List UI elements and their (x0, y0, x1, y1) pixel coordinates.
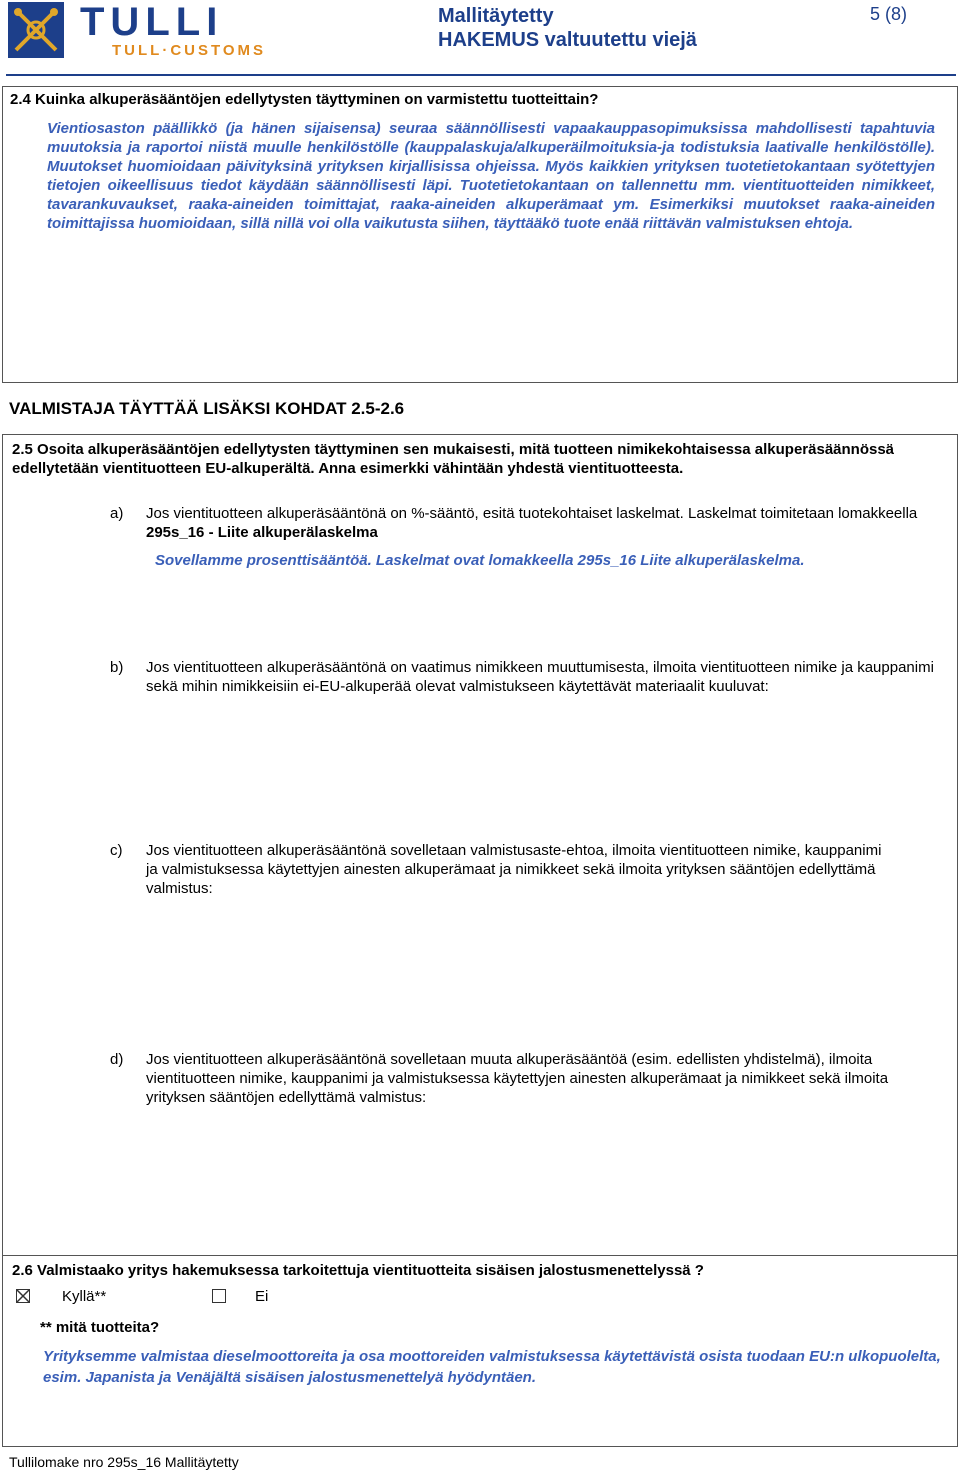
logo-word: TULLI (80, 0, 224, 44)
item-c-text: Jos vientituotteen alkuperäsääntönä sovelletaan valmistusaste-ehtoa, ilmoita vientituotteen nimike, kauppanimi ja valmistuksessa käytettyjen ainesten alkuperämaat ja nimikkeet sekä ilmoita yrityksen sääntöjen edellyttämä valmistus: (146, 842, 882, 897)
item-b-text: Jos vientituotteen alkuperäsääntönä on vaatimus nimikkeen muuttumisesta, ilmoita vientituotteen nimike ja kauppanimi sekä mihin nimikkeisiin ei-EU-alkuperää olevat valmistukseen käytettävät materiaalit kuuluvat: (146, 659, 934, 695)
question-2-5-number: 2.5 (12, 441, 33, 458)
no-checkbox[interactable] (212, 1289, 226, 1303)
question-2-4: 2.4 Kuinka alkuperäsääntöjen edellytysten täyttyminen on varmistettu tuotteittain? (10, 91, 599, 108)
item-a-text-bold: 295s_16 - Liite alkuperälaskelma (146, 524, 378, 541)
item-b-letter: b) (110, 659, 124, 676)
header-title-line1: Mallitäytetty (438, 5, 554, 27)
item-a-letter: a) (110, 505, 124, 522)
header-divider (6, 74, 956, 76)
item-c-letter: c) (110, 842, 123, 859)
answer-2-5-a[interactable]: Sovellamme prosenttisääntöä. Laskelmat ovat lomakkeella 295s_16 Liite alkuperälaskelma. (155, 552, 805, 569)
logo-sub: TULL·CUSTOMS (112, 42, 267, 59)
tulli-emblem-icon (8, 2, 64, 58)
header-title-line2: HAKEMUS valtuutettu viejä (438, 29, 697, 51)
header-title (438, 4, 697, 52)
question-2-5-text: Osoita alkuperäsääntöjen edellytysten täyttyminen sen mukaisesti, mitä tuotteen nimikekohtaisessa alkuperäsäännössä edellytetään vientituotteen EU-alkuperältä. Anna esimerkki vähintään yhdestä vientituotteesta. (12, 441, 895, 477)
no-label: Ei (255, 1288, 269, 1305)
footer-form-id: Tullilomake nro 295s_16 Mallitäytetty (9, 1454, 239, 1470)
yes-label: Kyllä** (62, 1288, 107, 1305)
page-number: 5 (8) (870, 4, 908, 24)
answer-2-6[interactable]: Yrityksemme valmistaa dieselmoottoreita ja osa moottoreiden valmistuksessa käytettävistä osista tuodaan EU:n ulkopuolelta, esim. Japanista ja Venäjältä sisäisen jalostusmenettelyä hyödyntäen. (43, 1348, 941, 1386)
item-a-text (146, 504, 936, 542)
item-d-letter: d) (110, 1051, 124, 1068)
item-d-text: Jos vientituotteen alkuperäsääntönä sovelletaan muuta alkuperäsääntöä (esim. edellisten yhdistelmä), ilmoita vientituotteen nimike, kauppanimi ja valmistuksessa käytettyjen ainesten alkuperämaat ja nimikkeet sekä ilmoita yrityksen sääntöjen edellyttämä valmistus: (146, 1051, 889, 1106)
tulli-logo (8, 2, 298, 60)
answer-2-4[interactable]: Vientiosaston päällikkö (ja hänen sijaisensa) seuraa säännöllisesti vapaakauppasopimuksissa mahdollisesti tapahtuvia muutoksia ja raportoi niistä muulle henkilöstölle (kauppalaskuja/alkuperäilmoituksia-ja todistuksia laativalle henkilöstölle). Muutokset huomioidaan päivityksinä yrityksen kirjallisissa ohjeissa. Myös kaikkien yrityksen tuotetietokantaan syötettyjen tietojen oikeellisuus tiedot käydään säännöllisesti läpi. Tuotetietokantaan on tallennettu mm. vientituotteiden nimikkeet, tavarankuvaukset, raaka-aineiden toimittajat, raaka-aineiden alkuperämaat ym. Esimerkiksi muutokset raaka-aineiden toimittajissa huomioidaan, sillä nillä voi olla vaikutusta siihen, täyttääkö tuote enää riittävän valmistuksen ehtoja. (47, 120, 935, 232)
yes-checkbox[interactable] (16, 1289, 30, 1303)
checkmark-x-icon (16, 1289, 30, 1303)
followup-question: ** mitä tuotteita? (40, 1319, 160, 1336)
item-a-text-part1: Jos vientituotteen alkuperäsääntönä on %-sääntö, esitä tuotekohtaiset laskelmat. Laskelmat toimitetaan lomakkeella (146, 505, 918, 522)
valmistaja-heading: VALMISTAJA TÄYTTÄÄ LISÄKSI KOHDAT 2.5-2.6 (9, 399, 405, 418)
question-2-6: 2.6 Valmistaako yritys hakemuksessa tarkoitettuja vientituotteita sisäisen jalostusmenettelyssä ? (12, 1262, 704, 1279)
question-2-5 (12, 440, 932, 478)
